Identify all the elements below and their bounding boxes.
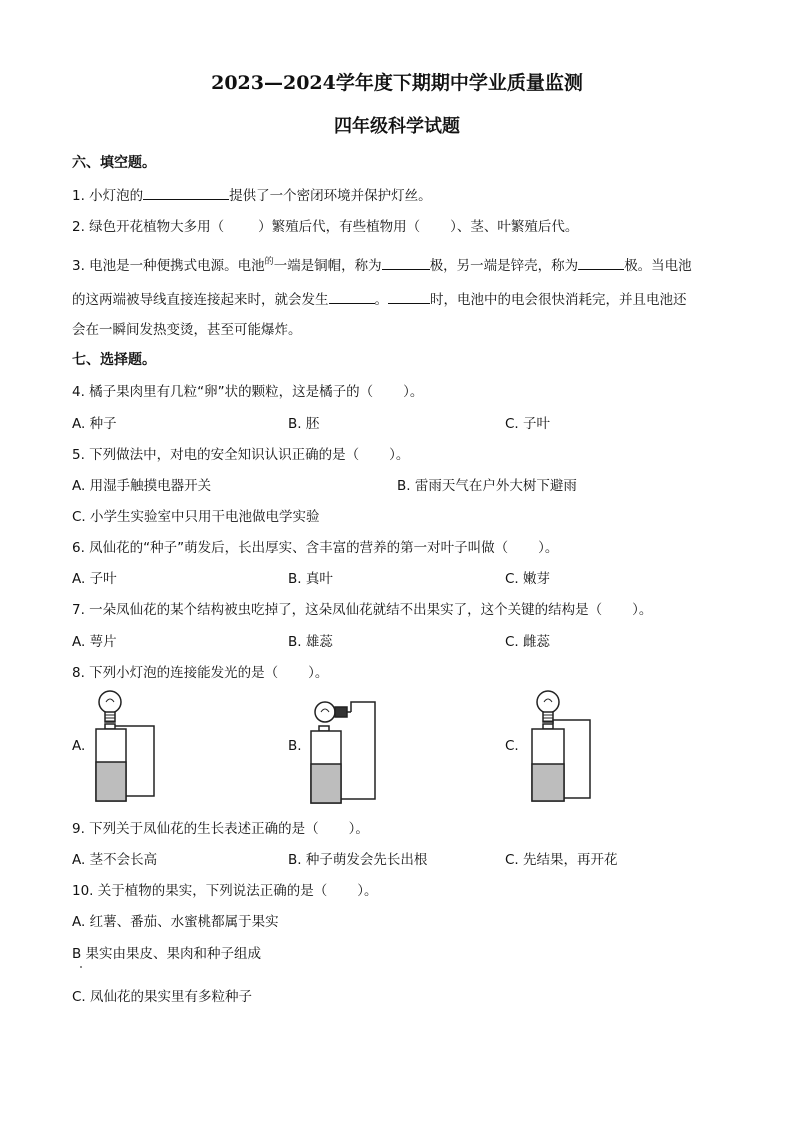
- q4-stem-b: ）。: [403, 384, 424, 400]
- q3-blank-1: [382, 256, 430, 270]
- q3-text-2c: 时，电池中的电会很快消耗完，并且电池还: [430, 292, 687, 308]
- q8-option-b-circuit: [305, 696, 385, 808]
- q6-option-c: C. 嫩芽: [505, 571, 551, 587]
- q4-stem-a: 4. 橘子果肉里有几粒“卵”状的颗粒，这是橘子的（: [72, 384, 374, 400]
- bulb-icon: [537, 691, 559, 713]
- q1-blank: [143, 186, 229, 200]
- q6-stem-b: ）。: [538, 540, 559, 556]
- q6-stem-a: 6. 凤仙花的“种子”萌发后，长出厚实、含丰富的营养的第一对叶子叫做（: [72, 540, 509, 556]
- q3-blank-3: [329, 290, 375, 304]
- bulb-icon: [99, 691, 121, 713]
- q3-blank-4: [388, 290, 430, 304]
- q9-stem-a: 9. 下列关于凤仙花的生长表述正确的是（: [72, 821, 319, 837]
- question-6: [72, 536, 558, 556]
- q9-option-b: B. 种子萌发会先长出根: [288, 852, 428, 868]
- question-3-line-1: [72, 254, 692, 274]
- q8-option-a-label: A.: [72, 738, 86, 754]
- q7-option-a: A. 萼片: [72, 634, 117, 650]
- q7-stem-a: 7. 一朵凤仙花的某个结构被虫吃掉了，这朵凤仙花就结不出果实了，这个关键的结构是（: [72, 602, 603, 618]
- exam-subtitle: 四年级科学试题: [334, 116, 460, 137]
- q3-text-1d: 极。当电池: [624, 258, 692, 274]
- q8-option-a-circuit: [88, 686, 168, 806]
- q2-text-c: ）、茎、叶繁殖后代。: [450, 219, 579, 235]
- q8-stem-b: ）。: [308, 665, 329, 681]
- question-4: [72, 380, 423, 400]
- q8-option-c-label: C.: [505, 738, 519, 754]
- question-5: [72, 443, 409, 463]
- q9-stem-b: ）。: [348, 821, 369, 837]
- bulb-icon: [315, 702, 335, 722]
- q3-text-1c: 极，另一端是锌壳，称为: [429, 258, 579, 274]
- q9-option-c: C. 先结果，再开花: [505, 852, 618, 868]
- question-1: [72, 184, 432, 204]
- q4-option-b: B. 胚: [288, 416, 320, 432]
- q3-text-2b: 。: [374, 292, 388, 308]
- q6-option-b: B. 真叶: [288, 571, 333, 587]
- q2-text-a: 2. 绿色开花植物大多用（: [72, 219, 225, 235]
- q9-option-a: A. 茎不会长高: [72, 852, 158, 868]
- question-9: [72, 817, 369, 837]
- q7-option-b: B. 雄蕊: [288, 634, 333, 650]
- section-fill-blank-heading: 六、填空题。: [72, 155, 156, 171]
- stray-dot: [80, 966, 82, 968]
- question-3-line-3: 会在一瞬间发热变烫，甚至可能爆炸。: [72, 322, 302, 338]
- q3-text-1b: 一端是铜帽，称为: [273, 258, 382, 274]
- q3-text-2a: 的这两端被导线直接连接起来时，就会发生: [72, 292, 329, 308]
- q5-option-a: A. 用湿手触摸电器开关: [72, 478, 212, 494]
- question-8: [72, 661, 328, 681]
- q5-stem-a: 5. 下列做法中，对电的安全知识认识正确的是（: [72, 447, 360, 463]
- question-7: [72, 598, 652, 618]
- q4-option-a: A. 种子: [72, 416, 117, 432]
- q3-mark: 的: [264, 257, 274, 267]
- q3-blank-2: [578, 256, 624, 270]
- section-choice-heading: 七、选择题。: [72, 352, 156, 368]
- q7-stem-b: ）。: [632, 602, 653, 618]
- q6-option-a: A. 子叶: [72, 571, 117, 587]
- exam-title: 2023—2024学年度下期期中学业质量监测: [211, 72, 583, 94]
- q1-text-b: 提供了一个密闭环境并保护灯丝。: [229, 188, 432, 204]
- q5-stem-b: ）。: [389, 447, 410, 463]
- q2-text-b: ）繁殖后代，有些植物用（: [258, 219, 421, 235]
- q5-option-c: C. 小学生实验室中只用干电池做电学实验: [72, 509, 320, 525]
- question-2: [72, 215, 578, 235]
- q1-text-a: 1. 小灯泡的: [72, 188, 144, 204]
- q10-option-c: C. 凤仙花的果实里有多粒种子: [72, 989, 253, 1005]
- q10-stem-b: ）。: [357, 883, 378, 899]
- q10-stem-a: 10. 关于植物的果实，下列说法正确的是（: [72, 883, 328, 899]
- q8-stem-a: 8. 下列小灯泡的连接能发光的是（: [72, 665, 279, 681]
- q8-option-b-label: B.: [288, 738, 302, 754]
- q4-option-c: C. 子叶: [505, 416, 551, 432]
- q10-option-a: A. 红薯、番茄、水蜜桃都属于果实: [72, 914, 279, 930]
- q10-option-b: B 果实由果皮、果肉和种子组成: [72, 946, 262, 962]
- q5-option-b: B. 雷雨天气在户外大树下避雨: [397, 478, 577, 494]
- q7-option-c: C. 雌蕊: [505, 634, 551, 650]
- q3-text-1a: 3. 电池是一种便携式电源。电池: [72, 258, 265, 274]
- q8-option-c-circuit: [522, 686, 602, 806]
- question-3-line-2: [72, 288, 687, 308]
- question-10: [72, 879, 378, 899]
